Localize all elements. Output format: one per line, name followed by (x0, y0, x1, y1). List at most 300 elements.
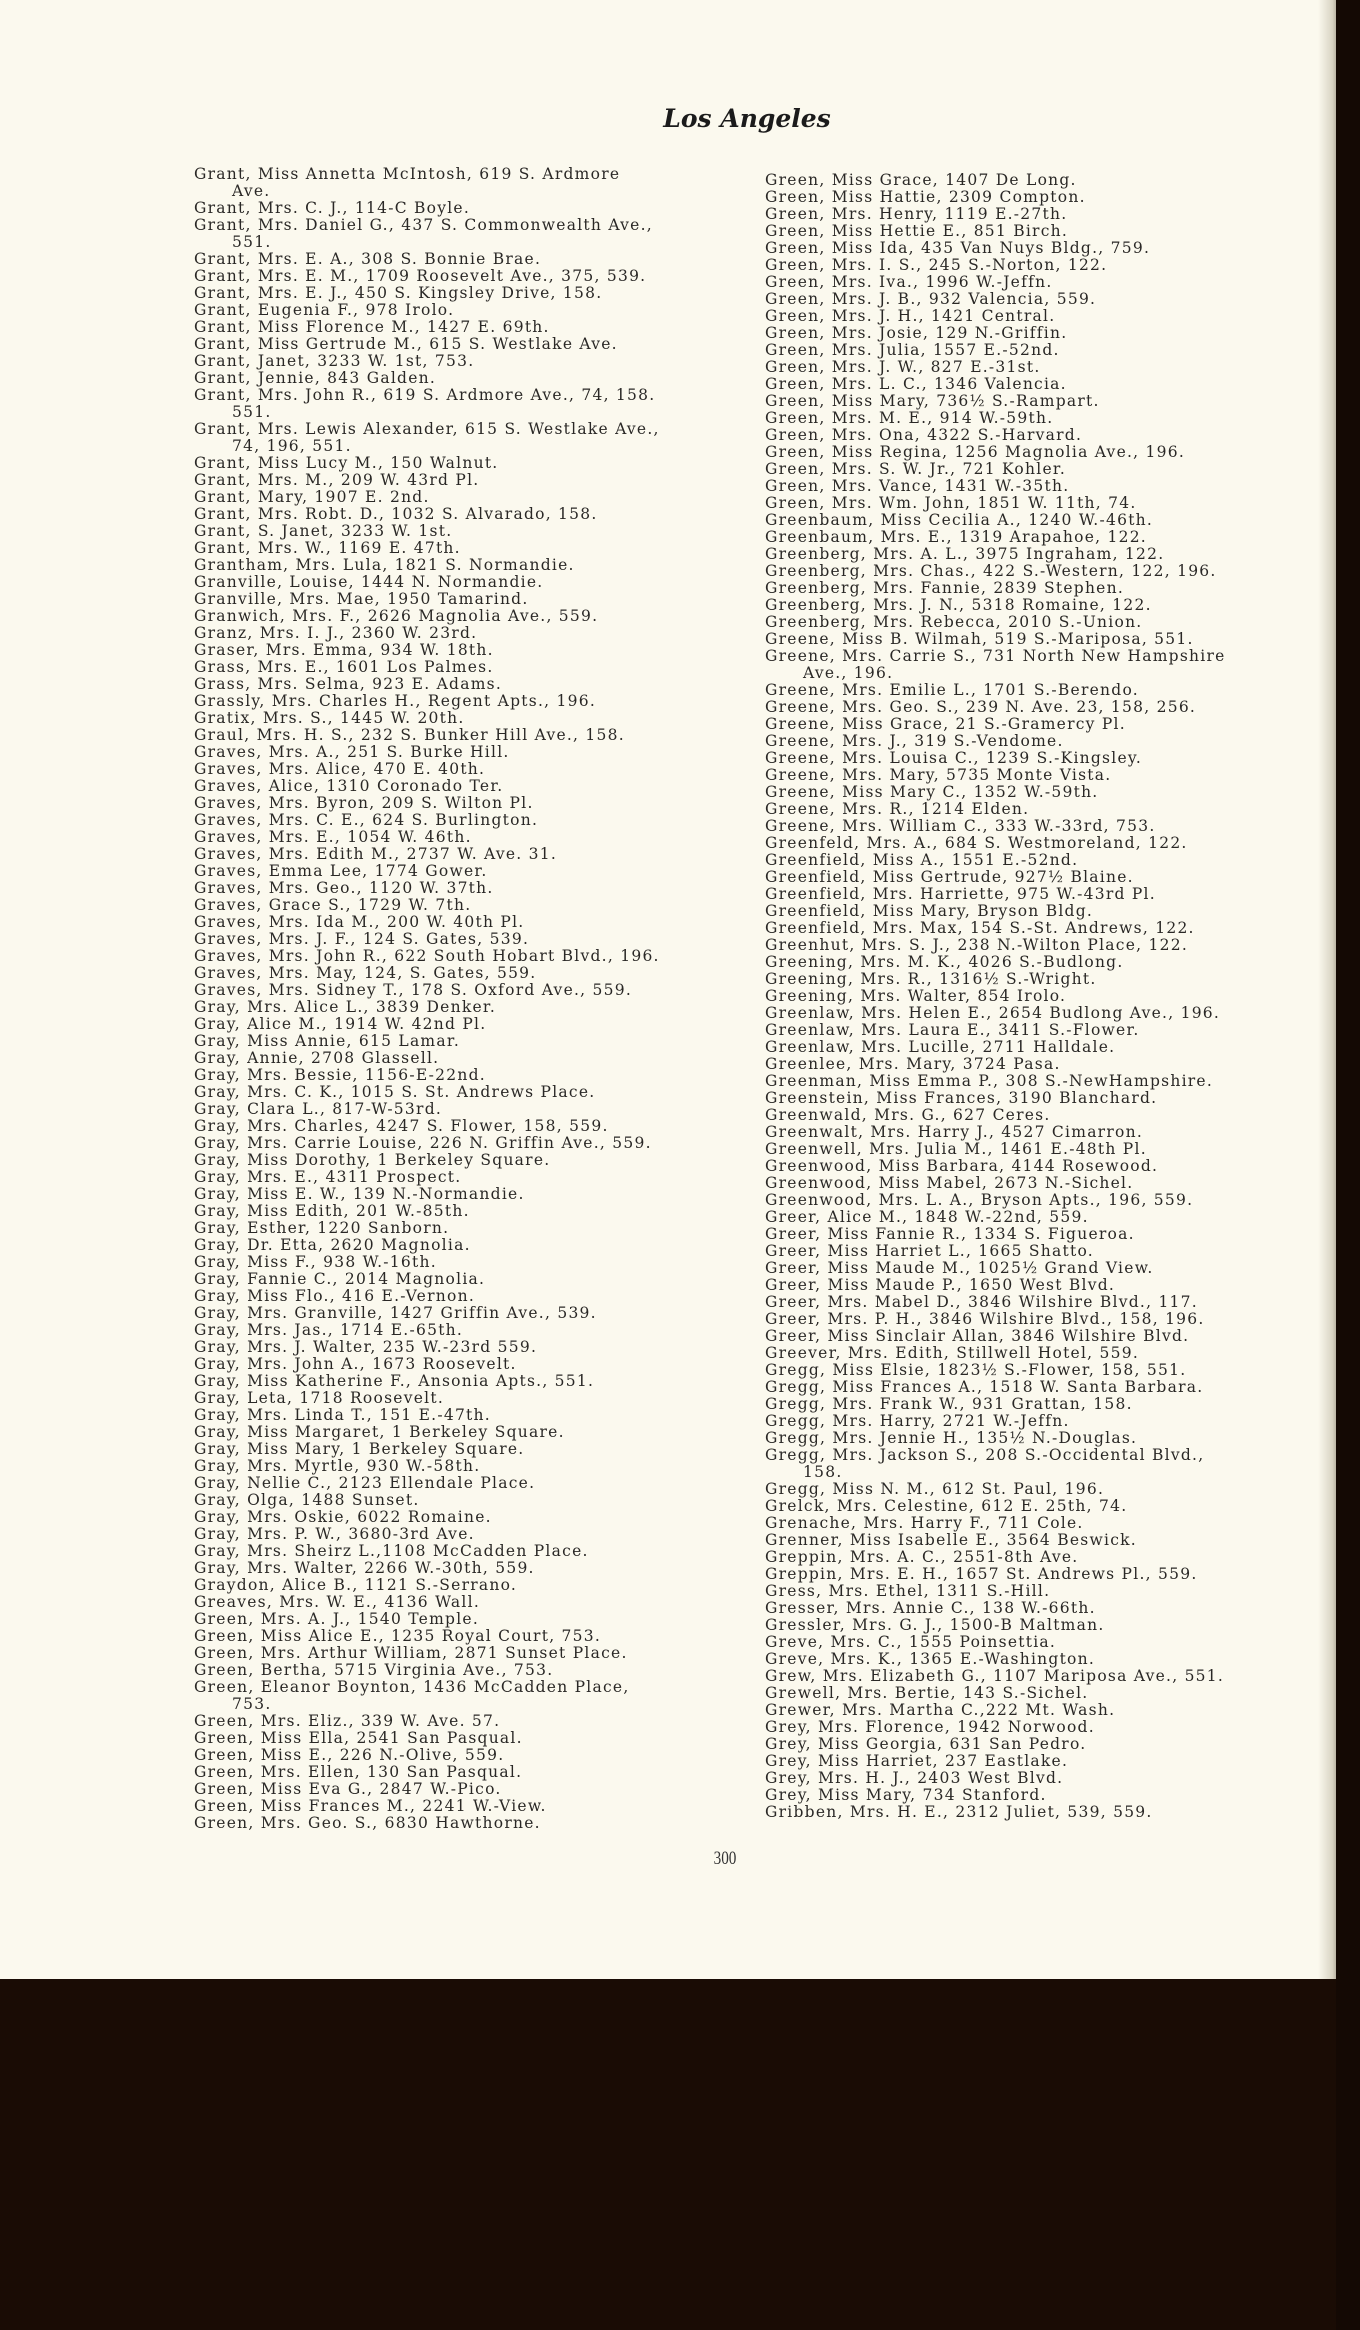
entry-line: Gray, Miss F., 938 W.-16th. (194, 1253, 437, 1271)
entry-line: Grant, Mrs. C. J., 114-C Boyle. (194, 199, 471, 217)
directory-entry (765, 1600, 1226, 1617)
entry-line: Gray, Miss Dorothy, 1 Berkeley Square. (194, 1151, 551, 1169)
entry-line: Gray, Miss Edith, 201 W.-85th. (194, 1202, 470, 1220)
directory-entry (194, 1458, 660, 1475)
entry-line: Gray, Mrs. Jas., 1714 E.-65th. (194, 1321, 464, 1339)
directory-column-right (765, 172, 1226, 1821)
entry-line: Grey, Mrs. H. J., 2403 West Blvd. (765, 1769, 1064, 1787)
directory-entry (194, 1135, 660, 1152)
directory-entry (194, 642, 660, 659)
entry-line: Greenwood, Mrs. L. A., Bryson Apts., 196, 559. (765, 1191, 1194, 1209)
directory-entry (765, 1753, 1226, 1770)
directory-entry (765, 1056, 1226, 1073)
entry-line: Graves, Mrs. May, 124, S. Gates, 559. (194, 964, 537, 982)
entry-continuation: 158. (803, 1463, 843, 1481)
entry-line: Gribben, Mrs. H. E., 2312 Juliet, 539, 559. (765, 1803, 1153, 1821)
directory-entry (194, 1441, 660, 1458)
entry-line: Gregg, Mrs. Jennie H., 135½ N.-Douglas. (765, 1429, 1138, 1447)
directory-entry (765, 257, 1226, 274)
directory-entry (765, 1277, 1226, 1294)
entry-line: Gray, Olga, 1488 Sunset. (194, 1491, 420, 1509)
entry-continuation: 753. (232, 1695, 272, 1713)
directory-entry (194, 166, 660, 200)
entry-line: Gray, Mrs. Alice L., 3839 Denker. (194, 998, 497, 1016)
directory-entry (765, 1804, 1226, 1821)
entry-line: Graves, Mrs. J. F., 124 S. Gates, 539. (194, 930, 530, 948)
directory-entry (194, 846, 660, 863)
directory-entry (765, 495, 1226, 512)
directory-entry (765, 699, 1226, 716)
directory-entry (194, 676, 660, 693)
entry-line: Gray, Mrs. J. Walter, 235 W.-23rd 559. (194, 1338, 538, 1356)
directory-entry (194, 523, 660, 540)
entry-line: Gregg, Miss Elsie, 1823½ S.-Flower, 158, 551. (765, 1361, 1187, 1379)
entry-line: Grant, Mrs. Daniel G., 437 S. Commonwealth Ave., (194, 216, 653, 234)
directory-entry (194, 217, 660, 251)
entry-line: Greve, Mrs. C., 1555 Poinsettia. (765, 1633, 1057, 1651)
directory-entry (194, 761, 660, 778)
entry-line: Gray, Clara L., 817-W-53rd. (194, 1100, 443, 1118)
directory-entry (194, 370, 660, 387)
directory-entry (765, 818, 1226, 835)
entry-line: Greene, Miss B. Wilmah, 519 S.-Mariposa, 551. (765, 630, 1194, 648)
entry-line: Grant, Mrs. E. J., 450 S. Kingsley Drive, 158. (194, 284, 603, 302)
directory-entry (765, 1209, 1226, 1226)
entry-line: Graves, Mrs. Byron, 209 S. Wilton Pl. (194, 794, 534, 812)
directory-entry (194, 1169, 660, 1186)
entry-line: Green, Mrs. J. W., 827 E.-31st. (765, 358, 1041, 376)
directory-entry (765, 563, 1226, 580)
directory-entry (194, 591, 660, 608)
entry-line: Graves, Mrs. E., 1054 W. 46th. (194, 828, 472, 846)
entry-line: Green, Miss Hettie E., 851 Birch. (765, 222, 1069, 240)
entry-line: Gray, Miss Katherine F., Ansonia Apts., 551. (194, 1372, 595, 1390)
entry-line: Greenberg, Mrs. Rebecca, 2010 S.-Union. (765, 613, 1143, 631)
entry-line: Greenstein, Miss Frances, 3190 Blanchard. (765, 1089, 1158, 1107)
directory-entry (194, 540, 660, 557)
entry-line: Grey, Miss Mary, 734 Stanford. (765, 1786, 1047, 1804)
entry-line: Grant, Mrs. Lewis Alexander, 615 S. Westlake Ave., (194, 420, 660, 438)
directory-entry (194, 506, 660, 523)
directory-entry (194, 914, 660, 931)
entry-line: Greenman, Miss Emma P., 308 S.-NewHampshire. (765, 1072, 1214, 1090)
directory-entry (765, 716, 1226, 733)
directory-entry (765, 1566, 1226, 1583)
directory-entry (765, 1447, 1226, 1481)
directory-entry (765, 1345, 1226, 1362)
entry-line: Gray, Mrs. Walter, 2266 W.-30th, 559. (194, 1559, 535, 1577)
directory-entry (765, 614, 1226, 631)
directory-entry (765, 1141, 1226, 1158)
directory-entry (765, 1617, 1226, 1634)
directory-entry (765, 903, 1226, 920)
entry-line: Grantham, Mrs. Lula, 1821 S. Normandie. (194, 556, 575, 574)
directory-entry (194, 268, 660, 285)
entry-line: Grant, Mrs. Robt. D., 1032 S. Alvarado, 158. (194, 505, 598, 523)
entry-line: Graves, Mrs. C. E., 624 S. Burlington. (194, 811, 539, 829)
directory-entry (765, 376, 1226, 393)
directory-entry (765, 1362, 1226, 1379)
directory-entry (765, 189, 1226, 206)
entry-continuation: Ave. (232, 182, 271, 200)
entry-line: Gray, Mrs. Bessie, 1156-E-22nd. (194, 1066, 486, 1084)
directory-entry (194, 1492, 660, 1509)
entry-line: Gressler, Mrs. G. J., 1500-B Maltman. (765, 1616, 1105, 1634)
directory-entry (765, 393, 1226, 410)
directory-entry (194, 1305, 660, 1322)
directory-entry (765, 291, 1226, 308)
entry-line: Green, Mrs. J. B., 932 Valencia, 559. (765, 290, 1097, 308)
directory-entry (765, 1158, 1226, 1175)
entry-line: Greenbaum, Miss Cecilia A., 1240 W.-46th. (765, 511, 1154, 529)
entry-line: Graves, Emma Lee, 1774 Gower. (194, 862, 488, 880)
directory-entry (765, 1685, 1226, 1702)
entry-line: Green, Mrs. Eliz., 339 W. Ave. 57. (194, 1712, 501, 1730)
entry-line: Green, Miss Regina, 1256 Magnolia Ave., 196. (765, 443, 1186, 461)
directory-entry (765, 580, 1226, 597)
entry-line: Graves, Mrs. Geo., 1120 W. 37th. (194, 879, 494, 897)
directory-entry (765, 478, 1226, 495)
entry-line: Greene, Mrs. R., 1214 Elden. (765, 800, 1030, 818)
entry-line: Greer, Mrs. Mabel D., 3846 Wilshire Blvd., 117. (765, 1293, 1198, 1311)
entry-line: Granz, Mrs. I. J., 2360 W. 23rd. (194, 624, 478, 642)
directory-entry (765, 1039, 1226, 1056)
entry-line: Grew, Mrs. Elizabeth G., 1107 Mariposa Ave., 551. (765, 1667, 1225, 1685)
entry-line: Granwich, Mrs. F., 2626 Magnolia Ave., 559. (194, 607, 599, 625)
directory-entry (765, 733, 1226, 750)
entry-line: Greene, Mrs. Mary, 5735 Monte Vista. (765, 766, 1112, 784)
entry-line: Greer, Miss Harriet L., 1665 Shatto. (765, 1242, 1094, 1260)
entry-line: Gray, Esther, 1220 Sanborn. (194, 1219, 450, 1237)
entry-line: Graves, Grace S., 1729 W. 7th. (194, 896, 472, 914)
entry-line: Greenfield, Miss Mary, Bryson Bldg. (765, 902, 1094, 920)
entry-line: Green, Mrs. Vance, 1431 W.-35th. (765, 477, 1070, 495)
directory-entry (765, 529, 1226, 546)
directory-entry (194, 1288, 660, 1305)
entry-line: Graves, Mrs. John R., 622 South Hobart Blvd., 196. (194, 947, 660, 965)
entry-line: Greenfield, Miss A., 1551 E.-52nd. (765, 851, 1079, 869)
entry-continuation: 551. (232, 233, 272, 251)
entry-line: Greer, Miss Fannie R., 1334 S. Figueroa. (765, 1225, 1135, 1243)
entry-line: Grant, Jennie, 843 Galden. (194, 369, 437, 387)
directory-entry (765, 461, 1226, 478)
entry-line: Green, Mrs. L. C., 1346 Valencia. (765, 375, 1067, 393)
entry-line: Gregg, Miss N. M., 612 St. Paul, 196. (765, 1480, 1105, 1498)
entry-line: Green, Mrs. Ellen, 130 San Pasqual. (194, 1763, 523, 1781)
entry-line: Graves, Mrs. Sidney T., 178 S. Oxford Ave., 559. (194, 981, 633, 999)
entry-line: Greenhut, Mrs. S. J., 238 N.-Wilton Place, 122. (765, 936, 1189, 954)
entry-line: Gress, Mrs. Ethel, 1311 S.-Hill. (765, 1582, 1051, 1600)
directory-entry (765, 631, 1226, 648)
directory-entry (765, 1379, 1226, 1396)
directory-entry (194, 472, 660, 489)
directory-entry (194, 1594, 660, 1611)
entry-line: Greenberg, Mrs. A. L., 3975 Ingraham, 122. (765, 545, 1165, 563)
entry-line: Green, Mrs. I. S., 245 S.-Norton, 122. (765, 256, 1108, 274)
directory-entry (765, 1498, 1226, 1515)
entry-line: Gray, Miss Flo., 416 E.-Vernon. (194, 1287, 475, 1305)
entry-line: Greenbaum, Mrs. E., 1319 Arapahoe, 122. (765, 528, 1147, 546)
directory-entry (194, 812, 660, 829)
entry-line: Greene, Miss Grace, 21 S.-Gramercy Pl. (765, 715, 1126, 733)
directory-entry (194, 1186, 660, 1203)
directory-entry (194, 625, 660, 642)
entry-line: Green, Miss Eva G., 2847 W.-Pico. (194, 1780, 502, 1798)
directory-entry (194, 897, 660, 914)
directory-entry (194, 1713, 660, 1730)
entry-line: Gray, Mrs. John A., 1673 Roosevelt. (194, 1355, 517, 1373)
directory-entry (194, 1526, 660, 1543)
directory-entry (765, 1090, 1226, 1107)
entry-line: Greenwell, Mrs. Julia M., 1461 E.-48th Pl. (765, 1140, 1147, 1158)
directory-entry (765, 427, 1226, 444)
directory-entry (194, 1781, 660, 1798)
directory-entry (194, 965, 660, 982)
entry-line: Gratix, Mrs. S., 1445 W. 20th. (194, 709, 465, 727)
entry-line: Green, Mrs. Arthur William, 2871 Sunset Place. (194, 1644, 628, 1662)
entry-line: Green, Miss Grace, 1407 De Long. (765, 171, 1077, 189)
directory-entry (765, 1413, 1226, 1430)
entry-line: Greer, Miss Maude M., 1025½ Grand View. (765, 1259, 1154, 1277)
directory-entry (194, 948, 660, 965)
directory-entry (765, 852, 1226, 869)
entry-line: Green, Mrs. M. E., 914 W.-59th. (765, 409, 1054, 427)
directory-entry (765, 1294, 1226, 1311)
directory-entry (194, 1050, 660, 1067)
entry-line: Green, Miss Mary, 736½ S.-Rampart. (765, 392, 1100, 410)
book-edge (1336, 0, 1360, 2330)
entry-line: Green, Bertha, 5715 Virginia Ave., 753. (194, 1661, 554, 1679)
directory-entry (194, 1662, 660, 1679)
directory-entry (194, 1118, 660, 1135)
directory-entry (765, 1243, 1226, 1260)
directory-entry (765, 835, 1226, 852)
entry-line: Greaves, Mrs. W. E., 4136 Wall. (194, 1593, 480, 1611)
directory-entry (194, 1390, 660, 1407)
entry-line: Gray, Alice M., 1914 W. 42nd Pl. (194, 1015, 487, 1033)
entry-line: Granville, Louise, 1444 N. Normandie. (194, 573, 544, 591)
directory-entry (765, 1515, 1226, 1532)
directory-entry (194, 1101, 660, 1118)
directory-entry (194, 999, 660, 1016)
directory-entry (765, 1549, 1226, 1566)
directory-entry (765, 1668, 1226, 1685)
entry-line: Green, Mrs. A. J., 1540 Temple. (194, 1610, 480, 1628)
directory-entry (194, 353, 660, 370)
directory-entry (194, 455, 660, 472)
entry-line: Greppin, Mrs. A. C., 2551-8th Ave. (765, 1548, 1079, 1566)
entry-line: Green, Miss E., 226 N.-Olive, 559. (194, 1746, 505, 1764)
entry-line: Grant, Mary, 1907 E. 2nd. (194, 488, 430, 506)
entry-line: Gray, Miss Annie, 615 Lamar. (194, 1032, 461, 1050)
entry-line: Green, Miss Ella, 2541 San Pasqual. (194, 1729, 523, 1747)
directory-entry (194, 1424, 660, 1441)
entry-line: Green, Mrs. S. W. Jr., 721 Kohler. (765, 460, 1067, 478)
entry-line: Graves, Mrs. Edith M., 2737 W. Ave. 31. (194, 845, 558, 863)
entry-line: Grenner, Miss Isabelle E., 3564 Beswick. (765, 1531, 1137, 1549)
entry-line: Greer, Mrs. P. H., 3846 Wilshire Blvd., 158, 196. (765, 1310, 1205, 1328)
entry-continuation: Ave., 196. (803, 664, 894, 682)
entry-line: Greene, Mrs. Emilie L., 1701 S.-Berendo. (765, 681, 1139, 699)
entry-line: Graul, Mrs. H. S., 232 S. Bunker Hill Ave., 158. (194, 726, 625, 744)
directory-entry (765, 1634, 1226, 1651)
entry-line: Gregg, Mrs. Harry, 2721 W.-Jeffn. (765, 1412, 1070, 1430)
entry-line: Greenwood, Miss Mabel, 2673 N.-Sichel. (765, 1174, 1134, 1192)
entry-line: Grant, Mrs. E. M., 1709 Roosevelt Ave., 375, 539. (194, 267, 647, 285)
entry-line: Greenfield, Mrs. Harriette, 975 W.-43rd Pl. (765, 885, 1156, 903)
directory-entry (765, 1736, 1226, 1753)
entry-line: Gray, Mrs. Granville, 1427 Griffin Ave., 539. (194, 1304, 597, 1322)
directory-entry (194, 1322, 660, 1339)
entry-line: Gray, Mrs. Linda T., 151 E.-47th. (194, 1406, 491, 1424)
directory-entry (765, 937, 1226, 954)
entry-line: Grant, Miss Florence M., 1427 E. 69th. (194, 318, 550, 336)
directory-entry (194, 251, 660, 268)
directory-entry (194, 880, 660, 897)
entry-line: Greene, Mrs. Geo. S., 239 N. Ave. 23, 158, 256. (765, 698, 1197, 716)
directory-entry (765, 308, 1226, 325)
entry-line: Graves, Mrs. A., 251 S. Burke Hill. (194, 743, 510, 761)
directory-entry (765, 512, 1226, 529)
directory-entry (194, 931, 660, 948)
entry-line: Grass, Mrs. Selma, 923 E. Adams. (194, 675, 503, 693)
directory-entry (765, 1022, 1226, 1039)
entry-line: Gray, Annie, 2708 Glassell. (194, 1049, 440, 1067)
entry-line: Granville, Mrs. Mae, 1950 Tamarind. (194, 590, 529, 608)
directory-entry (194, 1679, 660, 1713)
entry-line: Greening, Mrs. Walter, 854 Irolo. (765, 987, 1067, 1005)
entry-line: Gregg, Mrs. Frank W., 931 Grattan, 158. (765, 1395, 1133, 1413)
directory-entry (194, 982, 660, 999)
entry-line: Gray, Mrs. Charles, 4247 S. Flower, 158, 559. (194, 1117, 609, 1135)
directory-entry (194, 387, 660, 421)
directory-entry (194, 608, 660, 625)
entry-line: Grant, Mrs. M., 209 W. 43rd Pl. (194, 471, 480, 489)
entry-line: Gregg, Miss Frances A., 1518 W. Santa Barbara. (765, 1378, 1204, 1396)
directory-entry (765, 1481, 1226, 1498)
directory-entry (765, 750, 1226, 767)
entry-line: Grewer, Mrs. Martha C.,222 Mt. Wash. (765, 1701, 1116, 1719)
directory-entry (194, 1747, 660, 1764)
entry-line: Grant, Miss Lucy M., 150 Walnut. (194, 454, 499, 472)
entry-line: Greenwalt, Mrs. Harry J., 4527 Cimarron. (765, 1123, 1143, 1141)
directory-entry (765, 971, 1226, 988)
page-number: 300 (713, 1848, 737, 1869)
entry-line: Greer, Miss Sinclair Allan, 3846 Wilshire Blvd. (765, 1327, 1190, 1345)
directory-entry (765, 206, 1226, 223)
directory-entry (765, 342, 1226, 359)
entry-line: Greenwood, Miss Barbara, 4144 Rosewood. (765, 1157, 1159, 1175)
directory-entry (765, 682, 1226, 699)
entry-line: Greppin, Mrs. E. H., 1657 St. Andrews Pl., 559. (765, 1565, 1198, 1583)
entry-line: Grant, Eugenia F., 978 Irolo. (194, 301, 455, 319)
entry-line: Green, Miss Hattie, 2309 Compton. (765, 188, 1086, 206)
directory-entry (765, 1005, 1226, 1022)
entry-line: Grass, Mrs. E., 1601 Los Palmes. (194, 658, 494, 676)
entry-line: Gray, Leta, 1718 Roosevelt. (194, 1389, 445, 1407)
entry-line: Gray, Mrs. C. K., 1015 S. St. Andrews Place. (194, 1083, 596, 1101)
directory-entry (194, 1033, 660, 1050)
directory-entry (765, 784, 1226, 801)
directory-column-left (194, 166, 660, 1832)
directory-entry (194, 421, 660, 455)
directory-entry (194, 285, 660, 302)
directory-entry (194, 1577, 660, 1594)
directory-entry (194, 863, 660, 880)
entry-line: Greenfield, Miss Gertrude, 927½ Blaine. (765, 868, 1134, 886)
entry-line: Gray, Dr. Etta, 2620 Magnolia. (194, 1236, 471, 1254)
directory-entry (765, 410, 1226, 427)
entry-line: Grant, Mrs. W., 1169 E. 47th. (194, 539, 461, 557)
directory-entry (194, 1356, 660, 1373)
entry-line: Gray, Mrs. P. W., 3680-3rd Ave. (194, 1525, 475, 1543)
directory-entry (765, 869, 1226, 886)
entry-line: Grant, Miss Gertrude M., 615 S. Westlake Ave. (194, 335, 618, 353)
entry-line: Greve, Mrs. K., 1365 E.-Washington. (765, 1650, 1096, 1668)
entry-line: Greenwald, Mrs. G., 627 Ceres. (765, 1106, 1051, 1124)
directory-entry (765, 172, 1226, 189)
directory-entry (194, 1373, 660, 1390)
directory-entry (765, 1787, 1226, 1804)
directory-entry (765, 767, 1226, 784)
entry-line: Greenberg, Mrs. Fannie, 2839 Stephen. (765, 579, 1125, 597)
directory-entry (194, 693, 660, 710)
directory-entry (194, 200, 660, 217)
entry-line: Graves, Mrs. Alice, 470 E. 40th. (194, 760, 486, 778)
entry-line: Gray, Miss E. W., 139 N.-Normandie. (194, 1185, 525, 1203)
directory-entry (194, 1084, 660, 1101)
entry-line: Greene, Mrs. Carrie S., 731 North New Hampshire (765, 647, 1226, 665)
entry-line: Gray, Miss Margaret, 1 Berkeley Square. (194, 1423, 565, 1441)
entry-line: Grey, Miss Harriet, 237 Eastlake. (765, 1752, 1069, 1770)
directory-entry (194, 1798, 660, 1815)
entry-line: Grey, Mrs. Florence, 1942 Norwood. (765, 1718, 1095, 1736)
entry-line: Green, Mrs. Julia, 1557 E.-52nd. (765, 341, 1060, 359)
entry-line: Greenberg, Mrs. J. N., 5318 Romaine, 122. (765, 596, 1152, 614)
directory-entry (194, 1407, 660, 1424)
entry-line: Greever, Mrs. Edith, Stillwell Hotel, 559. (765, 1344, 1140, 1362)
directory-entry (765, 1073, 1226, 1090)
directory-entry (765, 1651, 1226, 1668)
entry-line: Green, Eleanor Boynton, 1436 McCadden Place, (194, 1678, 630, 1696)
entry-line: Greening, Mrs. R., 1316½ S.-Wright. (765, 970, 1097, 988)
entry-line: Greenberg, Mrs. Chas., 422 S.-Western, 122, 196. (765, 562, 1217, 580)
entry-line: Grant, S. Janet, 3233 W. 1st. (194, 522, 453, 540)
entry-line: Gray, Miss Mary, 1 Berkeley Square. (194, 1440, 525, 1458)
entry-line: Green, Mrs. Henry, 1119 E.-27th. (765, 205, 1068, 223)
entry-line: Greene, Mrs. William C., 333 W.-33rd, 753. (765, 817, 1156, 835)
entry-line: Gray, Mrs. Myrtle, 930 W.-58th. (194, 1457, 481, 1475)
directory-entry (194, 574, 660, 591)
directory-entry (194, 1815, 660, 1832)
directory-entry (765, 597, 1226, 614)
entry-line: Greene, Miss Mary C., 1352 W.-59th. (765, 783, 1099, 801)
directory-entry (765, 1260, 1226, 1277)
directory-entry (194, 710, 660, 727)
entry-line: Grant, Miss Annetta McIntosh, 619 S. Ardmore (194, 165, 621, 183)
page-title: Los Angeles (663, 104, 831, 133)
directory-entry (765, 1175, 1226, 1192)
directory-entry (194, 1237, 660, 1254)
entry-line: Greenfeld, Mrs. A., 684 S. Westmoreland, 122. (765, 834, 1188, 852)
directory-entry (194, 829, 660, 846)
directory-entry (194, 1628, 660, 1645)
directory-entry (194, 1203, 660, 1220)
entry-line: Greening, Mrs. M. K., 4026 S.-Budlong. (765, 953, 1124, 971)
directory-entry (765, 801, 1226, 818)
directory-entry (194, 319, 660, 336)
directory-entry (194, 1645, 660, 1662)
